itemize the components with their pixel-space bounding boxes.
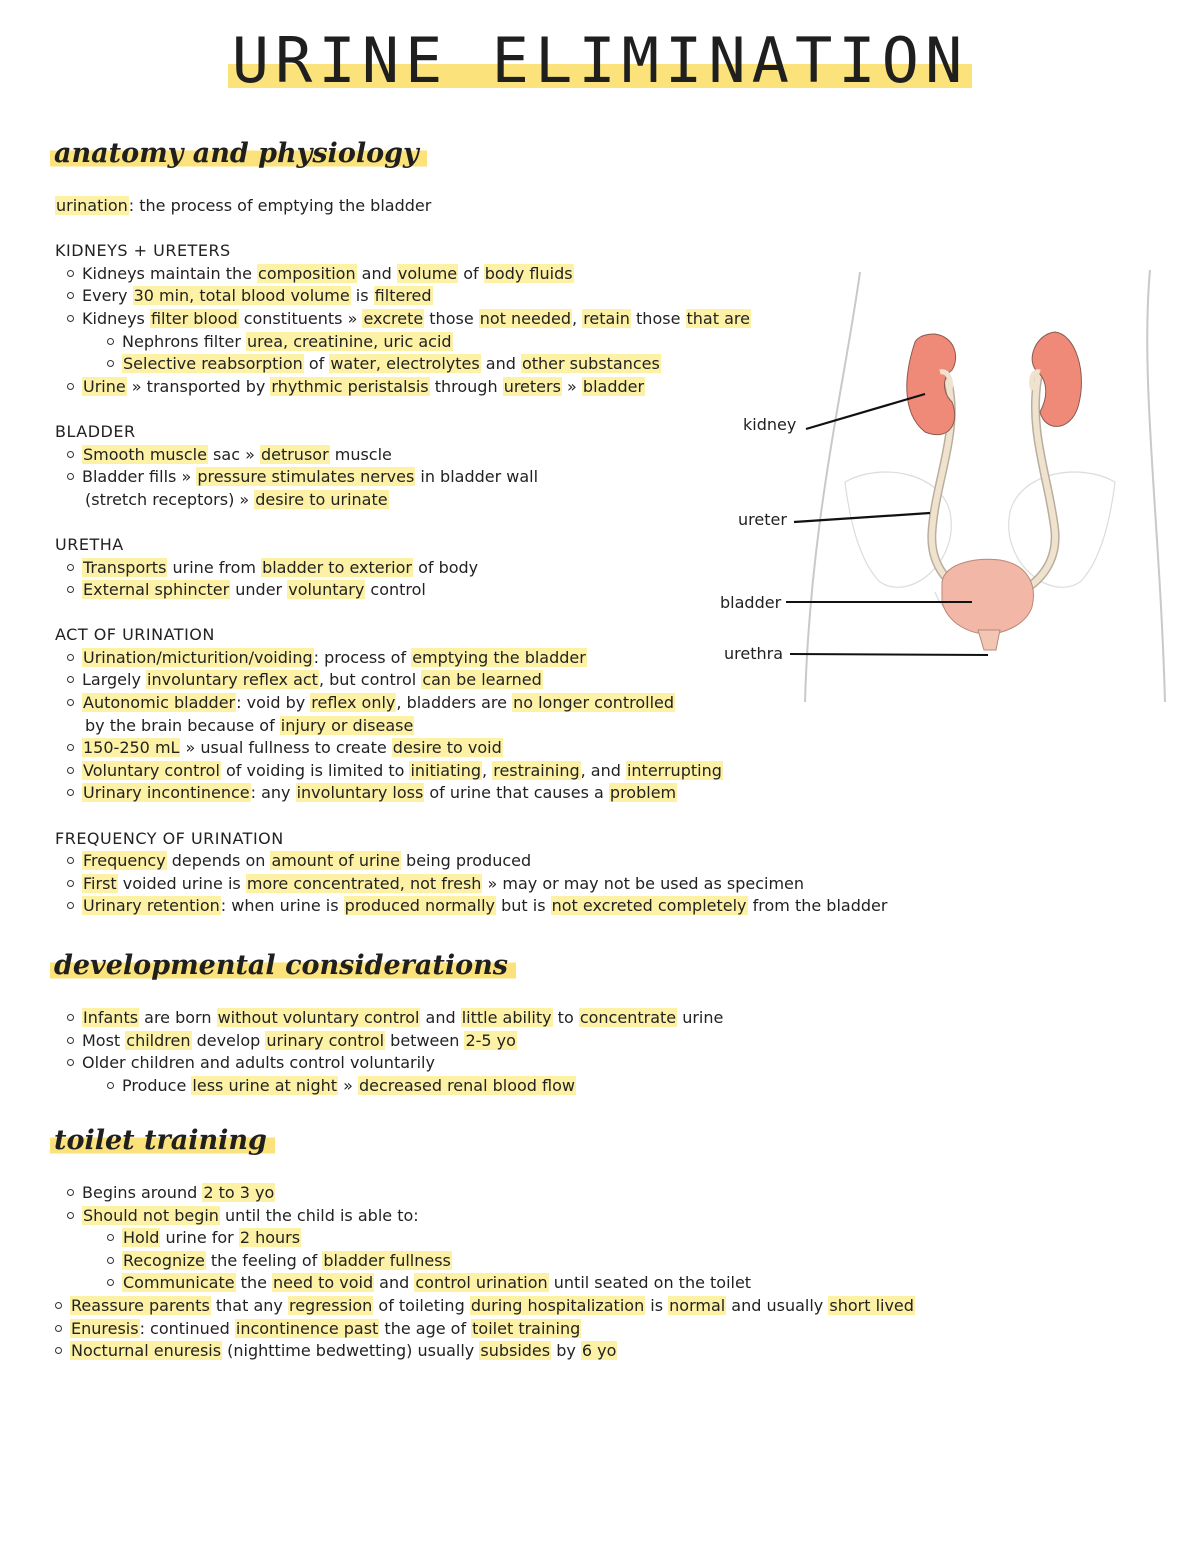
body-outline-right [1147,270,1165,702]
urethra [978,630,1000,650]
subheading-bladder: BLADDER [55,421,136,441]
text: » [338,1075,358,1095]
list-item [55,1182,915,1205]
highlighted-text: pressure stimulates nerves [197,467,415,487]
text: of body [412,557,479,577]
text: Produce [122,1075,192,1095]
list-item [55,1272,915,1295]
toilet-content [55,1182,915,1363]
text: muscle [329,444,392,464]
text: , bladders are [396,693,513,713]
highlighted-text: excrete [363,308,424,328]
list-item [55,1227,915,1250]
text: that any [210,1295,288,1315]
highlighted-text: filtered [374,286,432,306]
highlighted-text: Urinary retention [83,896,220,916]
text: the feeling of [205,1250,323,1270]
text: sac » [207,444,260,464]
highlighted-text: Infants [83,1008,139,1027]
highlighted-text: emptying the bladder [412,647,586,667]
highlighted-text: Autonomic bladder [83,693,236,713]
section-heading-developmental: developmental considerations [50,950,516,981]
highlighted-text: more concentrated, not fresh [246,873,482,893]
highlighted-text: 2 hours [239,1228,301,1248]
highlighted-text: volume [397,263,458,283]
highlighted-text: urinary control [266,1030,385,1050]
text: constituents » [238,308,363,328]
highlighted-text: can be learned [422,670,542,690]
highlighted-text: Transports [83,557,167,577]
text: » usual fullness to create [180,738,392,758]
text: Bladder fills » [82,467,197,487]
highlighted-text: initiating [410,760,482,780]
highlighted-text: not excreted completely [551,896,747,916]
urinary-system-diagram [710,262,1180,712]
highlighted-text: involuntary loss [296,783,424,803]
list-item-continued [55,715,887,738]
highlighted-text: little ability [461,1008,552,1027]
pelvis-right [1009,472,1115,587]
text: control [365,580,426,600]
highlighted-text: First [83,873,117,893]
text: under [230,580,288,600]
highlighted-text: 150-250 mL [83,738,180,758]
highlighted-text: Voluntary control [83,760,220,780]
highlighted-text: produced normally [344,896,495,916]
highlighted-text: 6 yo [581,1341,617,1361]
highlighted-text: desire to void [392,738,502,758]
list-item [55,1295,915,1318]
urethra-pointer [790,654,988,655]
highlighted-text: problem [609,783,677,803]
text: in bladder wall [415,467,539,487]
list-item [55,850,887,873]
text: until the child is able to: [219,1205,419,1225]
list-item [55,737,887,760]
highlighted-text: Selective reabsorption [123,354,303,374]
ureter-pointer [794,513,930,522]
highlighted-text: reflex only [311,693,396,713]
body-outline-left [805,272,860,702]
text: of voiding is limited to [220,760,410,780]
text: of [458,263,484,283]
highlighted-text: no longer controlled [513,693,675,713]
list-item [55,1030,723,1053]
text: » [561,376,582,396]
highlighted-text: Frequency [83,851,166,871]
highlighted-text: Urination/micturition/voiding [83,647,313,667]
highlighted-text: bladder [582,376,645,396]
subheading-act: ACT OF URINATION [55,625,215,645]
highlighted-text: voluntary [288,580,365,600]
highlighted-text: 2-5 yo [465,1030,516,1050]
highlighted-text: retain [583,308,630,328]
text: being produced [400,851,532,871]
highlighted-text: Nocturnal enuresis [71,1341,222,1361]
text: : void by [236,693,311,713]
text: Kidneys [82,308,150,328]
list-item [55,782,887,805]
text: : continued [139,1318,235,1338]
highlighted-text: interrupting [626,760,722,780]
highlighted-text: children [126,1030,191,1050]
text: urine [677,1008,724,1027]
highlighted-text: restraining [493,760,580,780]
label-urethra: urethra [724,644,784,663]
highlighted-text: without voluntary control [217,1008,420,1027]
section-heading-anatomy: anatomy and physiology [50,138,427,169]
text: Every [82,286,133,306]
text: between [385,1030,465,1050]
text: through [429,376,503,396]
highlighted-text: regression [288,1295,373,1315]
list-item [55,1318,915,1341]
highlighted-text: urea, creatinine, uric acid [247,331,452,351]
highlighted-text: short lived [829,1295,914,1315]
text: : process of [313,647,412,667]
bladder [942,559,1033,634]
highlighted-text: detrusor [260,444,329,464]
text: the [235,1273,273,1293]
text: Nephrons filter [122,331,246,351]
text: and usually [726,1295,829,1315]
text: , [572,308,583,328]
highlighted-text: involuntary reflex act [147,670,318,690]
text: (nighttime bedwetting) usually [222,1341,480,1361]
highlighted-text: incontinence past [235,1318,379,1338]
text: (stretch receptors) » [85,489,255,509]
highlighted-text: concentrate [579,1008,677,1027]
text: Most [82,1030,126,1050]
text: but is [496,896,551,916]
text: are born [139,1008,217,1027]
text: and [420,1008,461,1027]
highlighted-text: ureters [503,376,561,396]
list-item [55,1052,723,1075]
text: by the brain because of [85,715,280,735]
label-ureter: ureter [738,510,787,529]
label-kidney: kidney [743,415,797,434]
highlighted-text: body fluids [484,263,573,283]
text: of toileting [373,1295,470,1315]
text: and [374,1273,415,1293]
label-bladder: bladder [720,593,782,612]
highlighted-text: water, electrolytes [330,354,480,374]
text: from the bladder [747,896,888,916]
text: , but control [318,670,422,690]
text: voided urine is [117,873,246,893]
highlighted-text: need to void [273,1273,374,1293]
highlighted-text: amount of urine [271,851,400,871]
highlighted-text: toilet training [472,1318,581,1338]
highlighted-text: Reassure parents [71,1295,210,1315]
subheading-kidneys: KIDNEYS + URETERS [55,241,231,261]
highlighted-text: filter blood [150,308,238,328]
text: depends on [166,851,271,871]
text: : any [250,783,296,803]
text: is [645,1295,669,1315]
highlighted-text: less urine at night [192,1075,338,1095]
definition-line: urination: the process of emptying the bladder [56,196,432,215]
highlighted-text: injury or disease [280,715,414,735]
highlighted-text: decreased renal blood flow [358,1075,575,1095]
subheading-urethra: URETHA [55,534,124,554]
list-item [55,895,887,918]
text: , [482,760,493,780]
text: of urine that causes a [424,783,609,803]
text: those [424,308,479,328]
text: Kidneys maintain the [82,263,258,283]
text: , and [580,760,626,780]
highlighted-text: Smooth muscle [83,444,207,464]
list-item [55,1007,723,1030]
text: to [552,1008,579,1027]
highlighted-text: that are [686,308,750,328]
highlighted-text: bladder fullness [323,1250,451,1270]
text: urine for [160,1228,239,1248]
highlighted-text: during hospitalization [470,1295,645,1315]
text: those [630,308,686,328]
text: » may or may not be used as specimen [482,873,805,893]
highlighted-text: bladder to exterior [262,557,412,577]
highlighted-text: Enuresis [71,1318,139,1338]
text: of [303,354,330,374]
highlighted-text: subsides [480,1341,551,1361]
highlighted-text: desire to urinate [255,489,388,509]
page-title: URINE ELIMINATION [0,24,1200,97]
list-item [55,1250,915,1273]
text: is [350,286,374,306]
list-item [55,1075,723,1098]
highlighted-text: Urine [83,376,126,396]
text: : when urine is [220,896,344,916]
section-heading-toilet: toilet training [50,1125,275,1156]
list-item [55,760,887,783]
text: develop [191,1030,266,1050]
text: Begins around [82,1183,203,1202]
highlighted-text: normal [669,1295,726,1315]
highlighted-text: control urination [415,1273,548,1293]
text: » transported by [126,376,271,396]
list-item [55,873,887,896]
text: until seated on the toilet [548,1273,752,1293]
highlighted-text: Communicate [123,1273,235,1293]
highlighted-text: other substances [521,354,660,374]
text: the age of [379,1318,472,1338]
highlighted-text: 30 min, total blood volume [133,286,350,306]
highlighted-text: composition [258,263,356,283]
text: and [356,263,397,283]
highlighted-text: External sphincter [83,580,230,600]
text: Older children and adults control voluntarily [82,1053,435,1073]
text: urine from [167,557,262,577]
developmental-content [55,1007,723,1097]
highlighted-text: not needed [479,308,572,328]
highlighted-text: Recognize [123,1250,205,1270]
list-item [55,1340,915,1363]
text: by [551,1341,581,1361]
highlighted-text: 2 to 3 yo [203,1183,275,1202]
highlighted-text: rhythmic peristalsis [271,376,429,396]
highlighted-text: Should not begin [83,1205,219,1225]
highlighted-text: Urinary incontinence [83,783,250,803]
text: and [480,354,521,374]
kidney-pointer [806,394,925,429]
highlighted-text: Hold [123,1228,160,1248]
text: Largely [82,670,147,690]
list-item [55,1205,915,1228]
subheading-frequency: FREQUENCY OF URINATION [55,828,284,848]
